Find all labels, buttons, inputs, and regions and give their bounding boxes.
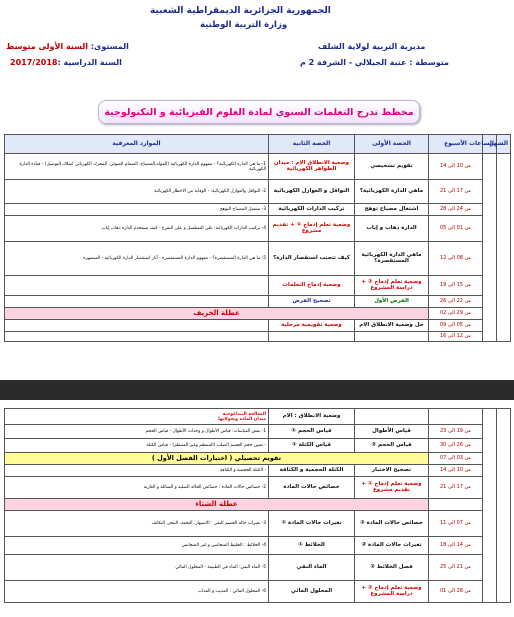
table-row: [5, 537, 511, 555]
session1-cell: ماهي الدارة الكهربائية المستقصرة؟: [355, 242, 429, 276]
month-cell: [497, 409, 511, 603]
table-row: [5, 409, 511, 425]
week-cell: من 17 الى 21: [429, 477, 483, 499]
session2-cell: قياس الكتلة ①: [269, 439, 355, 453]
year-line: [10, 58, 122, 67]
week-cell: [429, 409, 483, 425]
page-gap: [0, 380, 514, 400]
session1-cell: قياس الحجم ②: [355, 439, 429, 453]
session1-cell: تقويم تشخيصي: [355, 154, 429, 180]
resources-cell: [5, 320, 269, 332]
table-row: [5, 332, 511, 342]
session2-cell: الماء النقي: [269, 555, 355, 581]
session2-cell: الكتلة الحجمية و الكثافة: [269, 465, 355, 477]
session1-cell: تصحيح الاختبار: [355, 465, 429, 477]
week-cell: من 10 الى 14: [429, 154, 483, 180]
resources-cell: [5, 409, 269, 425]
table-row: [5, 581, 511, 603]
resources-cell: 5- الماء النقي: الماء في الطبيعة - المحلول المائي: [5, 555, 269, 581]
domain-label: ميدان المادة وتحولاتها: [218, 416, 266, 422]
week-cell: من 08 الى 12: [429, 242, 483, 276]
session1-cell: فصل الخلائط ②: [355, 555, 429, 581]
republic-title: الجمهورية الجزائرية الديمقراطية الشعبية: [150, 6, 331, 16]
session2-cell: وضعية تقويمية مرحلية: [269, 320, 355, 332]
autumn-holiday-cell: عطلة الخريف: [5, 308, 429, 320]
header-week: الأسبوع: [429, 135, 483, 154]
school-label: متوسطة : عتبة الجيلالي - الشرفة 2 م: [300, 58, 449, 67]
session1-cell: ماهي الدارة الكهربائية؟: [355, 180, 429, 204]
week-cell: من 28 الى 01: [429, 581, 483, 603]
session1-cell: [355, 409, 429, 425]
session2-cell: تصحيح الفرض: [269, 296, 355, 308]
table-row: [5, 242, 511, 276]
table-row: [5, 308, 511, 320]
header-hours: الساعات: [483, 135, 497, 154]
week-cell: من 01 الى 05: [429, 216, 483, 242]
exam-cell: تقويم تحصيلي ( اختبارات الفصل الأول ): [5, 453, 429, 465]
week-cell: من 07 الى 11: [429, 511, 483, 537]
table-row: [5, 204, 511, 216]
hours-cell: [483, 154, 497, 342]
level-value: السنة الأولى متوسط: [6, 42, 89, 51]
resources-cell: - تعيين حجم الجسم الصلب (المنتظم وغير المنتظم) - قياس الكتلة: [5, 439, 269, 453]
session1-cell: وضعية تعلم إدماج ② + دراسة المشروع: [355, 276, 429, 296]
header-month: الشهر: [497, 135, 511, 154]
table-row: [5, 296, 511, 308]
resources-cell: [5, 296, 269, 308]
table-row: [5, 180, 511, 204]
session1-cell: الدارة ذهاب و إياب: [355, 216, 429, 242]
session2-cell: كيف تتجنب استقصار الدارة؟: [269, 242, 355, 276]
session1-cell: الفرض الأول: [355, 296, 429, 308]
week-cell: من 29 الى 02: [429, 308, 483, 320]
session1-cell: وضعية تعلم إدماج ① + تقديم مشروع: [355, 477, 429, 499]
table-row: [5, 439, 511, 453]
plan-banner: مخطط تدرج التعلمات السنوي لمادة العلوم الفيزيائية و التكنولوجية: [98, 100, 420, 124]
winter-holiday-cell: عطلة الشتاء: [5, 499, 429, 511]
resources-cell: 3- تغيرات حالة الجسم النقي : الانصهار، التجمد، التبخر، التكاثف: [5, 511, 269, 537]
session2-cell: وضعية الانطلاق الام : ميدان الظواهر الكهربائية: [269, 154, 355, 180]
session1-cell: اشتغال مصباح توهج: [355, 204, 429, 216]
session2-cell: المحلول المائي: [269, 581, 355, 603]
week-cell: من 15 الى 19: [429, 276, 483, 296]
year-label: السنة الدراسية :: [57, 58, 122, 67]
table-row: [5, 320, 511, 332]
week-cell: من 12 الى 16: [429, 332, 483, 342]
table-row: [5, 465, 511, 477]
week-cell: من 22 الى 26: [429, 296, 483, 308]
plan-table-2: [4, 408, 511, 603]
week-cell: من 21 الى 25: [429, 555, 483, 581]
session2-cell: تغيرات حالات المادة ①: [269, 511, 355, 537]
resources-cell: 1- بعض القياسات: قياس الأطوال و وحدات الأطوال - قياس الحجم: [5, 425, 269, 439]
table-row: [5, 154, 511, 180]
resources-cell: 4- تركيب الدارات الكهربائية: على التسلسل و على التفرع - كيف تستخدم الدارة ذهاب إياب: [5, 216, 269, 242]
table-row: [5, 499, 511, 511]
resources-cell: 3- تشغيل المصباح التوهج: [5, 204, 269, 216]
session1-cell: وضعية تعلم إدماج ② + دراسة المشروع: [355, 581, 429, 603]
resources-cell: [5, 276, 269, 296]
plan-table-1: [4, 134, 511, 342]
week-cell: من 03 الى 07: [429, 453, 483, 465]
session2-cell: النواقل و العوازل الكهربائية: [269, 180, 355, 204]
week-cell: من 26 الى 30: [429, 439, 483, 453]
resources-cell: 2- النواقل والعوازل الكهربائية: - الوقاية من الاخطار الكهربائية: [5, 180, 269, 204]
session2-cell: وضعية تعلم إدماج ① + تقديم مشروع: [269, 216, 355, 242]
week-cell: من 24 الى 28: [429, 204, 483, 216]
resources-cell: [5, 332, 269, 342]
session2-cell: تركيب الدارات الكهربائية: [269, 204, 355, 216]
month-cell: [497, 154, 511, 342]
level-line: [6, 42, 129, 51]
resources-cell: 2- خصائص حالات المادة : خصائص الحالة الصلبة و السائلة و الغازية: [5, 477, 269, 499]
resources-cell: - الكتلة الحجمية و الكثافة: [5, 465, 269, 477]
resources-cell: 4- الخلائط : الخليط المتجانس و غير المتجانس: [5, 537, 269, 555]
session1-cell: خصائص حالات المادة ②: [355, 511, 429, 537]
week-cell: من 10 الى 14: [429, 465, 483, 477]
session1-cell: [355, 332, 429, 342]
header-session1: الحصة الأولى: [355, 135, 429, 154]
session2-cell: خصائص حالات المادة: [269, 477, 355, 499]
week-cell: من 19 الى 23: [429, 425, 483, 439]
table-row: [5, 425, 511, 439]
header-session2: الحصة الثانية: [269, 135, 355, 154]
resources-cell: 5- ما هي الدارة المستقصرة؟ - مفهوم الدارة المستقصرة - آثار استقصار الدارة الكهربائية - المنصهرة: [5, 242, 269, 276]
table-row: [5, 477, 511, 499]
week-cell: من 14 الى 18: [429, 537, 483, 555]
session2-cell: وضعية الانطلاق : الام: [269, 409, 355, 425]
table-row: [5, 276, 511, 296]
week-cell: [429, 499, 483, 511]
session2-cell: وضعية إدماج التعلمات: [269, 276, 355, 296]
week-cell: من 05 الى 09: [429, 320, 483, 332]
session1-cell: قياس الأطوال: [355, 425, 429, 439]
table-row: [5, 511, 511, 537]
directorate-label: مديرية التربية لولاية الشلف: [318, 42, 426, 51]
hours-cell: [483, 409, 497, 603]
resources-cell: 6- المحلول المائي : المذيب و المذاب: [5, 581, 269, 603]
table-row: [5, 216, 511, 242]
header-resources: الموارد المعرفية: [5, 135, 269, 154]
session1-cell: تغيرات حالات المادة ②: [355, 537, 429, 555]
table-row: [5, 453, 511, 465]
table-row: [5, 555, 511, 581]
session2-cell: قياس الحجم ①: [269, 425, 355, 439]
session2-cell: [269, 332, 355, 342]
session1-cell: حل وضعية الانطلاق الام: [355, 320, 429, 332]
remediation-label: المعالجة البيداغوجية: [222, 411, 266, 417]
level-label: المستوى:: [90, 42, 129, 51]
week-cell: من 17 الى 21: [429, 180, 483, 204]
resources-cell: 1- ما هي الدارة الكهربائية؟ - مفهوم الدارة الكهربائية (المولد،المصباح، الصمام الضوئي، المحرك الكهربائي اسلاك التوصيل) - قيادة الدارة الكهربائية: [5, 154, 269, 180]
document-page-2: [0, 400, 514, 617]
session2-cell: الخلائط ①: [269, 537, 355, 555]
ministry-title: وزارة التربية الوطنية: [200, 20, 288, 30]
year-value: 2017/2018: [10, 58, 58, 67]
table-header-row: [5, 135, 511, 154]
